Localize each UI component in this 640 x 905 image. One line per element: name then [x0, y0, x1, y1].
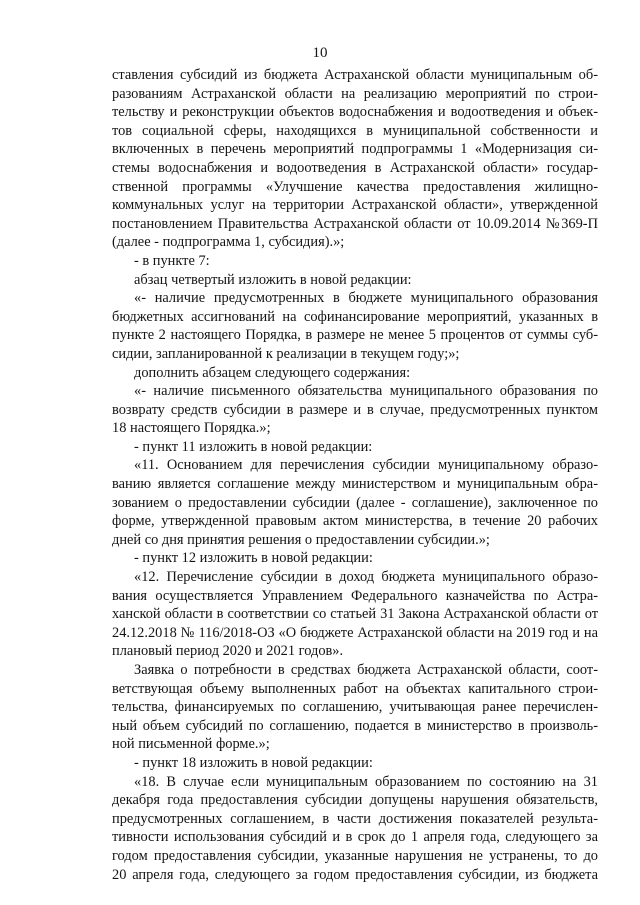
- text-line: зованием о предоставлении субсидии (далее - соглашение), заключенное по: [112, 494, 598, 511]
- paragraph: [112, 66, 598, 252]
- text-line: абзац четвертый изложить в новой редакции:: [134, 271, 412, 288]
- paragraph: [112, 456, 598, 549]
- text-line: сидии, запланированной к реализации в текущем году;»;: [112, 345, 460, 362]
- text-line: возврату средств субсидии в размере и в случае, предусмотренных пунктом: [112, 401, 598, 418]
- text-line: вания осуществляется Управлением Федерального казначейства по Астра-: [112, 587, 598, 604]
- text-line: тивности использования субсидий и в срок до 1 апреля года, следующего за: [112, 829, 598, 846]
- text-line: 20 апреля года, следующего за годом предоставления субсидии, из бюджета: [112, 866, 598, 883]
- paragraph: [112, 549, 598, 568]
- paragraph: [112, 252, 598, 271]
- text-line: ственной программы «Улучшение качества предоставления жилищно-: [112, 178, 598, 195]
- paragraph: [112, 754, 598, 773]
- text-line: форме, утвержденной правовым актом министерства, в течение 20 рабочих: [112, 513, 598, 530]
- text-line: разованиям Астраханской области на реализацию мероприятий по строи-: [112, 85, 598, 102]
- text-line: - пункт 12 изложить в новой редакции:: [134, 550, 373, 567]
- text-line: постановлением Правительства Астраханской области от 10.09.2014 №369-П: [112, 215, 598, 232]
- text-line: плановый период 2020 и 2021 годов».: [112, 643, 344, 660]
- text-line: бюджетных ассигнований на софинансирование мероприятий, указанных в: [112, 308, 598, 325]
- text-line: годом предоставления субсидии, указанные нарушения не устранены, то до: [112, 847, 598, 864]
- text-line: тельству и реконструкции объектов водоснабжения и водоотведения и объек-: [112, 104, 598, 121]
- text-line: ванию является соглашение между министерством и муниципальным обра-: [112, 476, 598, 493]
- text-line: ный объем субсидий по соглашению, подается в министерство в произволь-: [112, 717, 598, 734]
- text-line: дополнить абзацем следующего содержания:: [134, 364, 411, 381]
- text-line: стемы водоснабжения и водоотведения в Астраханской области» государ-: [112, 159, 598, 176]
- text-line: 24.12.2018 № 116/2018-ОЗ «О бюджете Астраханской области на 2019 год и на: [112, 624, 598, 641]
- text-line: (далее - подпрограмма 1, субсидия).»;: [112, 234, 345, 251]
- paragraph: [112, 289, 598, 363]
- text-line: «18. В случае если муниципальным образованием по состоянию на 31: [134, 773, 598, 790]
- paragraph: [112, 661, 598, 754]
- text-line: включенных в перечень мероприятий подпрограммы 1 «Модернизация си-: [112, 141, 598, 158]
- text-line: дней со дня принятия решения о предоставлении субсидии.»;: [112, 531, 490, 548]
- text-line: 18 настоящего Порядка.»;: [112, 420, 271, 437]
- text-line: ной письменной форме.»;: [112, 736, 270, 753]
- paragraph: [112, 773, 598, 885]
- paragraph: [112, 382, 598, 438]
- text-line: - пункт 18 изложить в новой редакции:: [134, 754, 373, 771]
- text-line: декабря года предоставления субсидии допущены нарушения обязательств,: [112, 792, 598, 809]
- text-line: тельства, финансируемых по соглашению, учитывающая ранее перечислен-: [112, 699, 598, 716]
- text-line: - пункт 11 изложить в новой редакции:: [134, 438, 373, 455]
- text-line: тов социальной сферы, находящихся в муниципальной собственности и: [112, 122, 598, 139]
- text-line: «- наличие письменного обязательства муниципального образования по: [134, 383, 598, 400]
- text-line: предусмотренных соглашением, в части достижения показателей результа-: [112, 810, 598, 827]
- text-line: «- наличие предусмотренных в бюджете муниципального образования: [134, 290, 598, 307]
- text-line: коммунальных услуг на территории Астраханской области», утвержденной: [112, 197, 598, 214]
- text-line: пункте 2 настоящего Порядка, в размере не менее 5 процентов от суммы суб-: [112, 327, 598, 344]
- text-line: - в пункте 7:: [134, 252, 210, 269]
- paragraph: [112, 271, 598, 290]
- text-line: «12. Перечисление субсидии в доход бюджета муниципального образо-: [134, 569, 598, 586]
- paragraph: [112, 364, 598, 383]
- page-number: 10: [312, 45, 328, 61]
- text-line: ханской области в соответствии со статьей 31 Закона Астраханской области от: [112, 606, 598, 623]
- document-body: [112, 66, 598, 884]
- text-line: ставления субсидий из бюджета Астраханской области муниципальным об-: [112, 67, 598, 83]
- paragraph: [112, 568, 598, 661]
- text-line: «11. Основанием для перечисления субсидии муниципальному образо-: [134, 457, 598, 474]
- text-line: Заявка о потребности в средствах бюджета Астраханской области, соот-: [134, 662, 598, 678]
- text-line: ветствующая объему выполненных работ на объектах капитального строи-: [112, 680, 598, 697]
- paragraph: [112, 438, 598, 457]
